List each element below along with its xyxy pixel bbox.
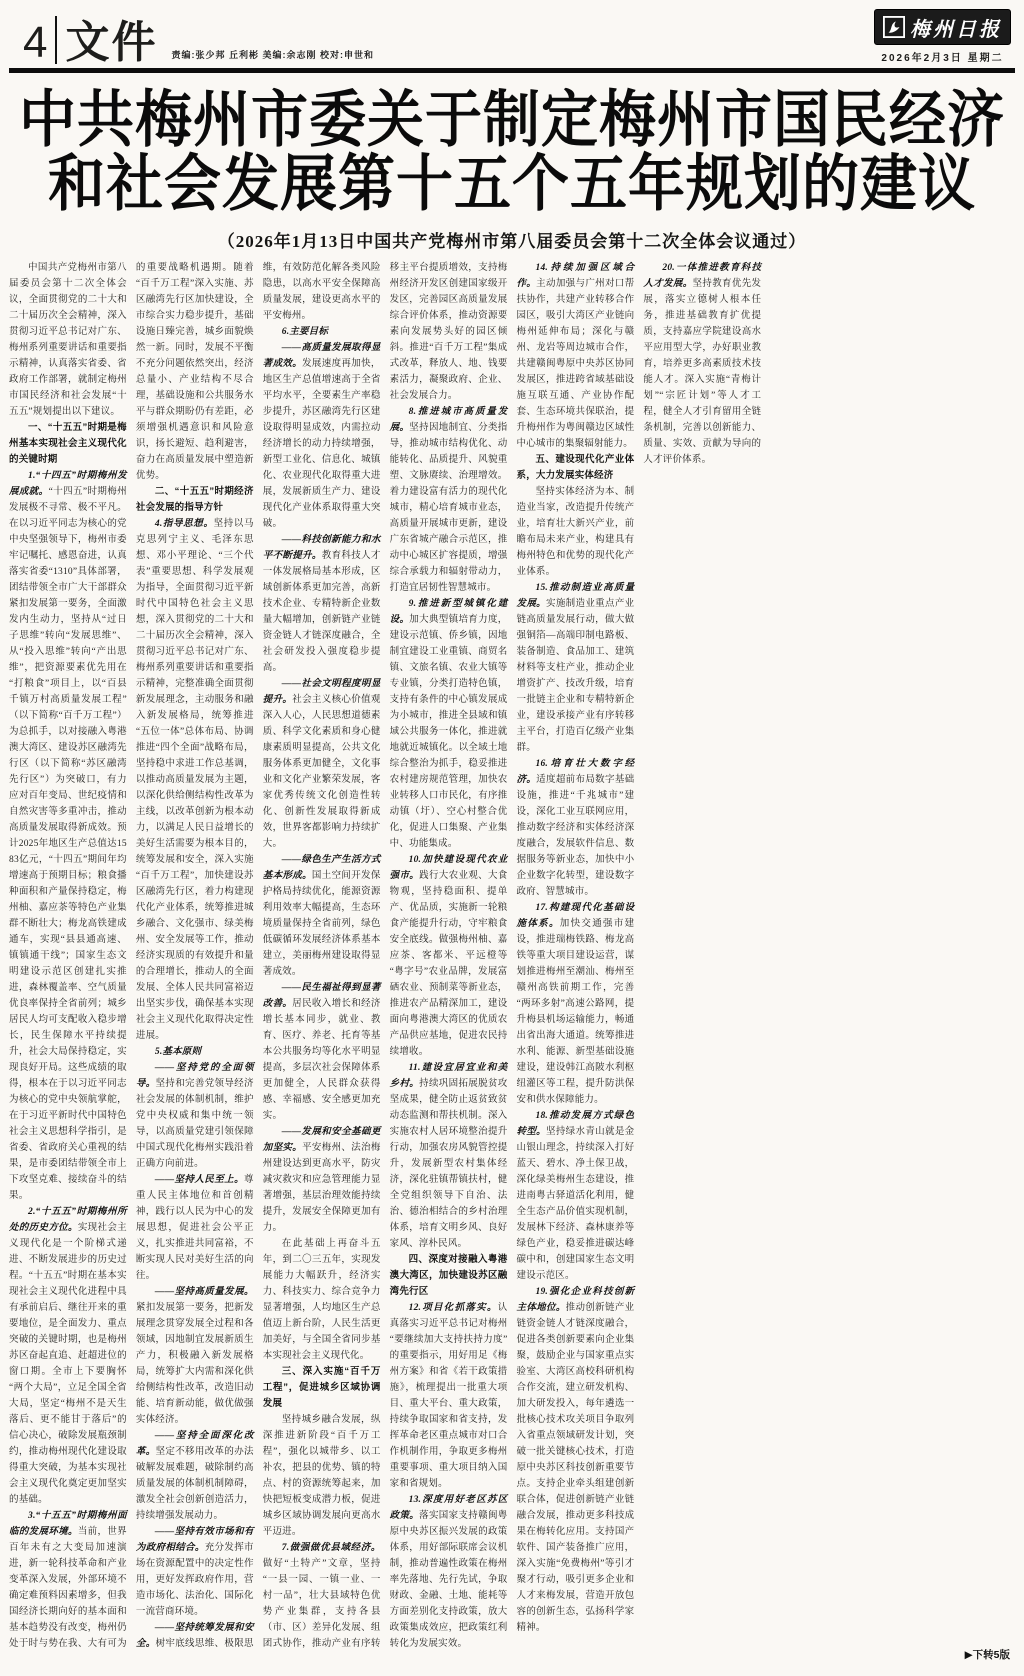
paragraph-lead: 2.“十五五”时期梅州所处的历史方位。 [9,1206,127,1233]
article-paragraph: 16.培育壮大数字经济。适度超前布局数字基础设施，推进“千兆城市”建设，深化工业互联网应用，推动数字经济和实体经济深度融合，发展软件信息、数据服务等新业态，加快中小企业数字化转型，建设数字政府、智慧城市。 [516,758,635,897]
paragraph-lead: 18.推动发展方式绿色转型。 [516,1110,635,1137]
header-rule [9,68,1015,73]
paragraph-lead: 8.推进城市高质量发展。 [389,406,508,433]
paragraph-lead: 6.主要目标 [281,326,329,337]
article-paragraph: 18.推动发展方式绿色转型。坚持绿水青山就是金山银山理念，持续深入打好蓝天、碧水、净土保卫战，深化绿美梅州生态建设，推进南粤古驿道活化利用，健全生态产品价值实现机制，发展林下经济、森林康养等绿色产业，稳妥推进碳达峰碳中和，创建国家生态文明建设示范区。 [516,1110,635,1281]
article-paragraph: 1.“十四五”时期梅州发展成就。“十四五”时期梅州发展极不寻常、极不平凡。在以习近平同志为核心的党中央坚强领导下，梅州市委牢记嘱托、感恩奋进，认真落实省委“1310”具体部署，团结带领全市广大干部群众紧扣发展第一要务，全面激发内生动力，坚持从“过日子思维”转向“发展思维”、从“投入思维”转向“产出思维”，把资源要素优先用在“打粮食”项目上，以“百县千镇万村高质量发展工程”（以下简称“百千万工程”）为总抓手，以对接融入粤港澳大湾区、建设苏区融湾先行区（以下简称“苏区融湾先行区”）为突破口，有力应对百年变局、世纪疫情和自然灾害等多重冲击，推动高质量发展取得新成效。预计2025年地区生产总值达1583亿元，“十四五”期间年均增速高于预期目标；粮食播种面积和产量保持稳定，梅州柚、嘉应茶等特色产业集群不断壮大；梅龙高铁建成通车，实现“县县通高速、镇镇通干线”；国家生态文明建设示范区创建扎实推进，森林覆盖率、空气质量优良率保持全省前列；城乡居民人均可支配收入稳步增长，民生保障水平持续提升，社会大局保持稳定，实现良好开局。这些成绩的取得，根本在于以习近平同志为核心的党中央领航掌舵，在于习近平新时代中国特色社会主义思想科学指引，是省委、省政府关心重视的结果，是市委团结带领全市上下攻坚克难、接续奋斗的结果。 [9,470,127,1201]
section-heading: 三、深入实施“百千万工程”，促进城乡区域协调发展 [262,1365,381,1409]
section-heading: 二、“十五五”时期经济社会发展的指导方针 [135,485,254,513]
publication-date: 2026年2月3日 星期二 [881,53,1004,64]
article-paragraph: ——坚持有效市场和有为政府相结合。充分发挥市场在资源配置中的决定性作用，更好发挥政府作用，营造市场化、法治化、国际化一流营商环境。 [135,1526,254,1617]
paragraph-lead: ——科技创新能力和水平不断提升。 [262,534,381,561]
article-paragraph: ——民生福祉得到显著改善。居民收入增长和经济增长基本同步，就业、教育、医疗、养老、托育等基本公共服务均等化水平明显提高，多层次社会保障体系更加健全，人民群众获得感、幸福感、安全感更加充实。 [262,982,381,1121]
article-paragraph: ——高质量发展取得显著成效。发展速度再加快，地区生产总值增速高于全省平均水平，全要素生产率稳步提升，苏区融湾先行区建设取得明显成效，内需拉动经济增长的动力持续增强，新型工业化、信息化、城镇化、农业现代化取得重大进展，发展新质生产力、建设现代化产业体系取得重大突破。 [262,342,381,529]
article-paragraph: 坚持城乡融合发展，纵深推进新阶段“百千万工程”，强化以城带乡、以工补农，把县的优势、镇的特点、村的资源统筹起来，加快把短板变成潜力板，促进城乡区域协调发展向更高水平迈进。 [262,1414,381,1537]
paragraph-lead: 17.构建现代化基础设施体系。 [516,902,635,929]
paragraph-lead: 11.建设宜居宜业和美乡村。 [389,1062,508,1089]
header-right [874,9,1015,64]
article-paragraph: ——科技创新能力和水平不断提升。教育科技人才一体发展格局基本形成，区域创新体系更加完善，高新技术企业、专精特新企业数量大幅增加，创新链产业链资金链人才链深度融合，全社会研发投入强度稳步提高。 [262,534,381,673]
page-number: 4 [23,18,48,68]
section-heading: 一、“十五五”时期是梅州基本实现社会主义现代化的关键时期 [9,421,127,465]
headline-line-1: 中共梅州市委关于制定梅州市国民经济 [19,86,1005,155]
section-title: 文件 [65,18,158,68]
article-paragraph: ——坚持全面深化改革。坚定不移用改革的办法破解发展难题，破除制约高质量发展的体制机制障碍，激发全社会创新创造活力，持续增强发展动力。 [135,1430,254,1521]
article-paragraph: 2.“十五五”时期梅州所处的历史方位。实现社会主义现代化是一个阶梯式递进、不断发展进步的历史过程。“十五五”时期在基本实现社会主义现代化进程中具有承前启后、继往开来的重要地位，是全面发力、重点突破的关键时期，也是梅州苏区奋起直追、赶超进位的窗口期。全市上下要胸怀“两个大局”，立足全国全省大局，坚定“梅州不是天生落后、更不能甘于落后”的信心决心，破除发展瓶颈制约，推动梅州现代化建设取得重大突破，为基本实现社会主义现代化奠定更加坚实的基础。 [9,1206,127,1505]
paragraph-lead: ——坚持党的全面领导。 [135,1062,254,1089]
paragraph-lead: 12.项目化抓落实。 [408,1302,498,1313]
article-paragraph: 8.推进城市高质量发展。坚持因地制宜、分类指导，推动城市结构优化、动能转化、品质提升、风貌重塑、文脉赓续、治理增效。着力建设富有活力的现代化城市，精心培育城市业态，高质量开展城市更新，建设广东省城产融合示范区，推动中心城区扩容提质，增强综合承载力和辐射带动力，打造宜居韧性智慧城市。 [389,406,508,593]
paragraph-lead: ——坚持高质量发展。 [154,1286,254,1297]
paragraph-lead: 1.“十四五”时期梅州发展成就。 [9,470,127,497]
masthead-logo [874,9,1011,45]
paragraph-lead: ——坚持人民至上。 [154,1174,245,1185]
headline-subtitle: （2026年1月13日中国共产党梅州市第八届委员会第十二次全体会议通过） [217,231,807,251]
main-headline [9,86,1015,219]
article-paragraph: 12.项目化抓落实。认真落实习近平总书记对梅州“要继续加大支持扶持力度”的重要指示，用好用足《梅州方案》和省《若干政策措施》，梳理提出一批重大项目、重大平台、重大政策，持续争取国家和省支持，发挥革命老区重点城市对口合作机制作用，争取更多梅州重要事项、重大项目纳入国家和省规划。 [389,1302,508,1489]
paragraph-lead: ——民生福祉得到显著改善。 [262,982,381,1009]
paragraph-lead: 13.深度用好老区苏区政策。 [389,1494,508,1521]
article-paragraph: 7.做强做优县域经济。做好“土特产”文章，坚持“一县一园、一镇一业、一村一品”，壮大县域特色优势产业集群，支持各县（市、区）差异化发展、组团式协作，推动产业有序转移主平台提质增效，支持梅州经济开发区创建国家级开发区，完善园区高质量发展综合评价体系，推动资源要素向发展势头好的园区倾斜。推进“百千万工程”集成式改革，释放人、地、钱要素活力，凝聚政府、企业、社会发展合力。 [262,262,508,1649]
paragraph-lead: 19.强化企业科技创新主体地位。 [516,1286,635,1313]
paragraph-lead: 10.加快建设现代农业强市。 [389,854,508,881]
article-paragraph: ——坚持高质量发展。紧扣发展第一要务，把新发展理念贯穿发展全过程和各领域，因地制宜发展新质生产力，积极融入新发展格局，统筹扩大内需和深化供给侧结构性改革，改造旧动能、培育新动能，做优做强实体经济。 [135,1286,254,1425]
article-paragraph: 10.加快建设现代农业强市。践行大农业观、大食物观，坚持稳面积、提单产、优品质，实施新一轮粮食产能提升行动，守牢粮食安全底线。做强梅州柚、嘉应茶、客都米、平远橙等“粤字号”农业品牌，发展富硒农业、预制菜等新业态，推进农产品精深加工，建设面向粤港澳大湾区的优质农产品供应基地，促进农民持续增收。 [389,854,508,1057]
article-paragraph: 4.指导思想。坚持以马克思列宁主义、毛泽东思想、邓小平理论、“三个代表”重要思想、科学发展观为指导，全面贯彻习近平新时代中国特色社会主义思想，深入贯彻党的二十大和二十届历次全会精神，深入贯彻习近平总书记对广东、梅州系列重要讲话和重要指示精神，完整准确全面贯彻新发展理念，主动服务和融入新发展格局，统筹推进“五位一体”总体布局、协调推进“四个全面”战略布局，坚持稳中求进工作总基调，以推动高质量发展为主题，以深化供给侧结构性改革为主线，以改革创新为根本动力，以满足人民日益增长的美好生活需要为根本目的，统筹发展和安全，深入实施“百千万工程”，加快建设苏区融湾先行区，着力构建现代化产业体系，统筹推进城乡融合、文化强市、绿美梅州、安全发展等工作，推动经济实现质的有效提升和量的合理增长，推动人的全面发展、全体人民共同富裕迈出坚实步伐，确保基本实现社会主义现代化取得决定性进展。 [135,518,254,1041]
paragraph-lead: 3.“十五五”时期梅州面临的发展环境。 [9,1510,127,1537]
article-paragraph: 20.一体推进教育科技人才发展。坚持教育优先发展，落实立德树人根本任务，推进基础教育扩优提质，支持嘉应学院建设高水平应用型大学，办好职业教育，培养更多高素质技术技能人才。深入实施“青梅计划”“宗匠计划”等人才工程，健全人才引育留用全链条机制，完善以创新能力、质量、实效、贡献为导向的人才评价体系。 [643,262,762,465]
article-paragraph: 15.推动制造业高质量发展。实施制造业重点产业链高质量发展行动，做大做强铜箔—高端印制电路板、装备制造、食品加工、建筑材料等支柱产业，推动企业增资扩产、技改升级，培育一批链主企业和专精特新企业，建设承接产业有序转移主平台，打造百亿级产业集群。 [516,582,635,753]
article-paragraph: ——社会文明程度明显提升。社会主义核心价值观深入人心，人民思想道德素质、科学文化素质和身心健康素质明显提高，公共文化服务体系更加健全，文化事业和文化产业繁荣发展，客家优秀传统文化创造性转化、创新性发展取得新成效，世界客都影响力持续扩大。 [262,678,381,849]
article-paragraph [263,324,381,340]
article-paragraph: 13.深度用好老区苏区政策。落实国家支持赣闽粤原中央苏区振兴发展的政策体系，用好部际联席会议机制，推动普遍性政策在梅州率先落地、先行先试，争取财政、金融、土地、能耗等方面差别化支持政策，放大政策集成效应，把政策红利转化为发展实效。 [389,1494,508,1649]
article-paragraph: 中国共产党梅州市第八届委员会第十二次全体会议，全面贯彻党的二十大和二十届历次全会精神，深入贯彻习近平总书记对广东、梅州系列重要讲话和重要指示精神，认真落实省委、省政府工作部署，就制定梅州市国民经济和社会发展“十五五”规划提出以下建议。 [9,262,127,417]
paragraph-lead: 9.推进新型城镇化建设。 [389,598,508,625]
section-heading: 五、建设现代化产业体系，大力发展实体经济 [516,453,635,481]
masthead-name: 梅州日报 [910,18,1002,41]
article-paragraph: 11.建设宜居宜业和美乡村。持续巩固拓展脱贫攻坚成果，健全防止返贫致贫动态监测和帮扶机制。深入实施农村人居环境整治提升行动，加强农房风貌管控提升，发展新型农村集体经济，深化驻镇帮镇扶村，健全党组织领导下自治、法治、德治相结合的乡村治理体系，培育文明乡风、良好家风、淳朴民风。 [389,1062,508,1249]
paragraph-lead: 4.指导思想。 [154,518,214,529]
article-paragraph: 在此基础上再奋斗五年，到二〇三五年，实现发展能力大幅跃升，经济实力、科技实力、综合竞争力显著增强，人均地区生产总值迈上新台阶，人民生活更加美好，与全国全省同步基本实现社会主义现代化。 [262,1238,381,1361]
paragraph-lead: ——绿色生产生活方式基本形成。 [262,854,381,881]
article-paragraph: 17.构建现代化基础设施体系。加快交通强市建设，推进瑞梅铁路、梅龙高铁等重大项目建设运营，谋划推进梅州至潮汕、梅州至赣州高铁前期工作，完善“两环多射”高速公路网，提升梅县机场运输能力，畅通出省出海大通道。统筹推进水利、能源、新型基础设施建设，建设韩江高陂水利枢纽灌区等工程，提升防洪保安和供水保障能力。 [516,902,635,1105]
paragraph-lead: 5.基本原则 [154,1046,202,1057]
article-paragraph: ——坚持统筹发展和安全。树牢底线思维、极限思维，有效防范化解各类风险隐患，以高水平安全保障高质量发展，建设更高水平的平安梅州。 [135,262,381,1649]
page-header [9,12,1015,68]
article-paragraph: 14.持续加强区域合作。主动加强与广州对口帮扶协作，共建产业转移合作园区，吸引大湾区产业链向梅州延伸布局；深化与赣州、龙岩等周边城市合作，共建赣闽粤原中央苏区协同发展区，推进跨省域基础设施互联互通、产业协作配套、生态环境共保联治，提升梅州作为粤闽赣边区域性中心城市的集聚辐射能力。 [516,262,635,449]
article-paragraph: ——发展和安全基础更加坚实。平安梅州、法治梅州建设达到更高水平，防灾减灾救灾和应急管理能力显著增强，基层治理效能持续提升，发展安全保障更加有力。 [262,1126,381,1233]
article-paragraph: 3.“十五五”时期梅州面临的发展环境。当前，世界百年未有之大变局加速演进，新一轮科技革命和产业变革深入发展，外部环境不确定难预料因素增多，但我国经济长期向好的基本面和基本趋势没有改变，梅州仍处于时与势在我、大有可为的重要战略机遇期。随着“百千万工程”深入实施、苏区融湾先行区加快建设，全市综合实力稳步提升，基础设施日臻完善，城乡面貌焕然一新。同时，发展不平衡不充分问题依然突出，经济总量小、产业结构不尽合理，基础设施和公共服务水平与群众期盼仍有差距，必须增强机遇意识和风险意识，扬长避短、趋利避害，奋力在高质量发展中塑造新优势。 [9,262,254,1649]
section-heading: 四、深度对接融入粤港澳大湾区，加快建设苏区融湾先行区 [389,1253,508,1297]
article-paragraph: 9.推进新型城镇化建设。加大典型镇培育力度，建设示范镇、侨乡镇，因地制宜建设工业重镇、商贸名镇、文旅名镇、农业大镇等专业镇，分类打造特色镇，支持有条件的中心镇发展成为小城市，推进全县域和镇域公共服务一体化，推进就地就近城镇化。以全域土地综合整治为抓手，稳妥推进农村建房规范管理，加快农业转移人口市民化，有序推动镇（圩）、空心村整合优化，促进人口集聚、产业集中、功能集成。 [389,598,508,849]
article-paragraph: 19.强化企业科技创新主体地位。推动创新链产业链资金链人才链深度融合，促进各类创新要素向企业集聚，鼓励企业与国家重点实验室、大湾区高校科研机构合作交流，建立研发机构、加大研发投入，每年遴选一批核心技术攻关项目争取列入省重点领域研发计划，突破一批关键核心技术，打造原中央苏区科技创新重要节点。支持企业牵头组建创新联合体，促进创新链产业链融合发展，推动更多科技成果在梅转化应用。支持国产软件、国产装备推广应用，深入实施“免费梅州”等引才聚才行动，吸引更多企业和人才来梅发展，营造开放包容的创新生态，弘扬科学家精神。 [516,1286,635,1633]
continued-on-page-marker: ▶下转5版 [959,1647,1010,1662]
header-left [9,16,374,68]
paragraph-lead: 7.做强做优县域经济。 [281,1542,381,1553]
newspaper-logo-icon [883,16,905,38]
article-paragraph: 坚持实体经济为本、制造业当家，改造提升传统产业，培育壮大新兴产业，前瞻布局未来产业，构建具有梅州特色和优势的现代化产业体系。 [516,486,635,577]
paragraph-lead: ——坚持全面深化改革。 [135,1430,254,1457]
article-body [9,260,1015,1662]
paragraph-lead: ——坚持统筹发展和安全。 [135,1622,254,1649]
paragraph-lead: 15.推动制造业高质量发展。 [516,582,635,609]
article-paragraph: ——坚持人民至上。尊重人民主体地位和首创精神，践行以人民为中心的发展思想，促进社会公平正义，扎实推进共同富裕，不断实现人民对美好生活的向往。 [135,1174,254,1281]
editor-credits: 责编:张少邦 丘利彬 美编:余志刚 校对:申世和 [171,50,374,60]
article-paragraph [136,1044,254,1060]
paragraph-lead: 16.培育壮大数字经济。 [516,758,635,785]
paragraph-lead: ——坚持有效市场和有为政府相结合。 [135,1526,254,1553]
headline-line-2: 和社会发展第十五个五年规划的建议 [48,150,976,219]
paragraph-lead: 20.一体推进教育科技人才发展。 [643,262,762,289]
header-divider [55,16,57,64]
paragraph-lead: ——社会文明程度明显提升。 [262,678,381,705]
article-paragraph: ——坚持党的全面领导。坚持和完善党领导经济社会发展的体制机制，维护党中央权威和集中统一领导，以高质量党建引领保障中国式现代化梅州实践沿着正确方向前进。 [135,1062,254,1169]
paragraph-lead: ——发展和安全基础更加坚实。 [262,1126,381,1153]
paragraph-lead: ——高质量发展取得显著成效。 [262,342,381,369]
article-paragraph: ——绿色生产生活方式基本形成。国土空间开发保护格局持续优化，能源资源利用效率大幅提高，生态环境质量保持全省前列，绿色低碳循环发展经济体系基本建立，美丽梅州建设取得显著成效。 [262,854,381,977]
paragraph-lead: 14.持续加强区域合作。 [516,262,635,289]
